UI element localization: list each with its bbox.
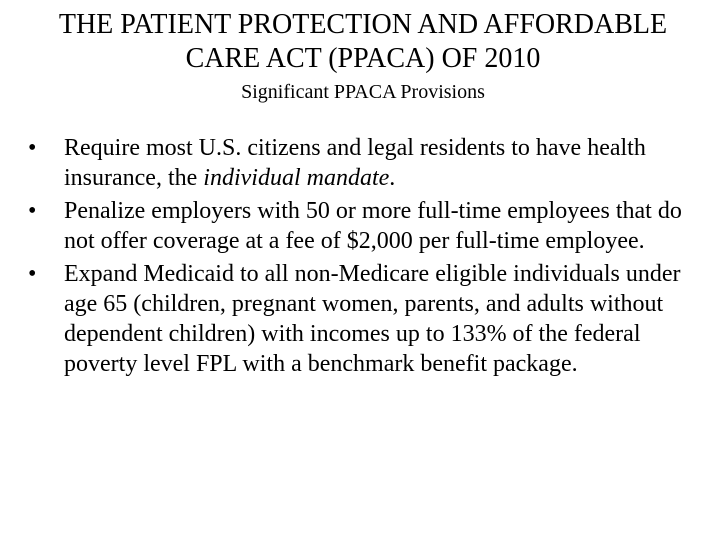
slide-title [0, 8, 720, 76]
title-line-2: CARE ACT (PPACA) OF 2010 [185, 43, 541, 74]
provision-list [28, 133, 708, 382]
slide-subtitle: Significant PPACA Provisions [241, 81, 485, 103]
list-item [28, 259, 708, 379]
bullet-text: Require most U.S. citizens and legal residents to have health insurance, the [64, 135, 646, 191]
bullet-text: Penalize employers with 50 or more full-time employees that do not offer coverage at a fee of $2,000 per full-time employee. [64, 198, 682, 254]
bullet-emphasis: individual mandate [203, 165, 390, 191]
bullet-suffix: . [389, 165, 396, 191]
list-item [28, 133, 708, 193]
list-item [28, 196, 708, 256]
bullet-text: Expand Medicaid to all non-Medicare eligible individuals under age 65 (children, pregnant women, parents, and adults without dependent children) with incomes up to 133% of the federal poverty level FPL with a benchmark benefit package. [64, 261, 681, 377]
bullet-icon: • [28, 198, 37, 224]
bullet-icon: • [28, 261, 37, 287]
bullet-icon: • [28, 135, 37, 161]
title-line-1: THE PATIENT PROTECTION AND AFFORDABLE [58, 9, 668, 40]
